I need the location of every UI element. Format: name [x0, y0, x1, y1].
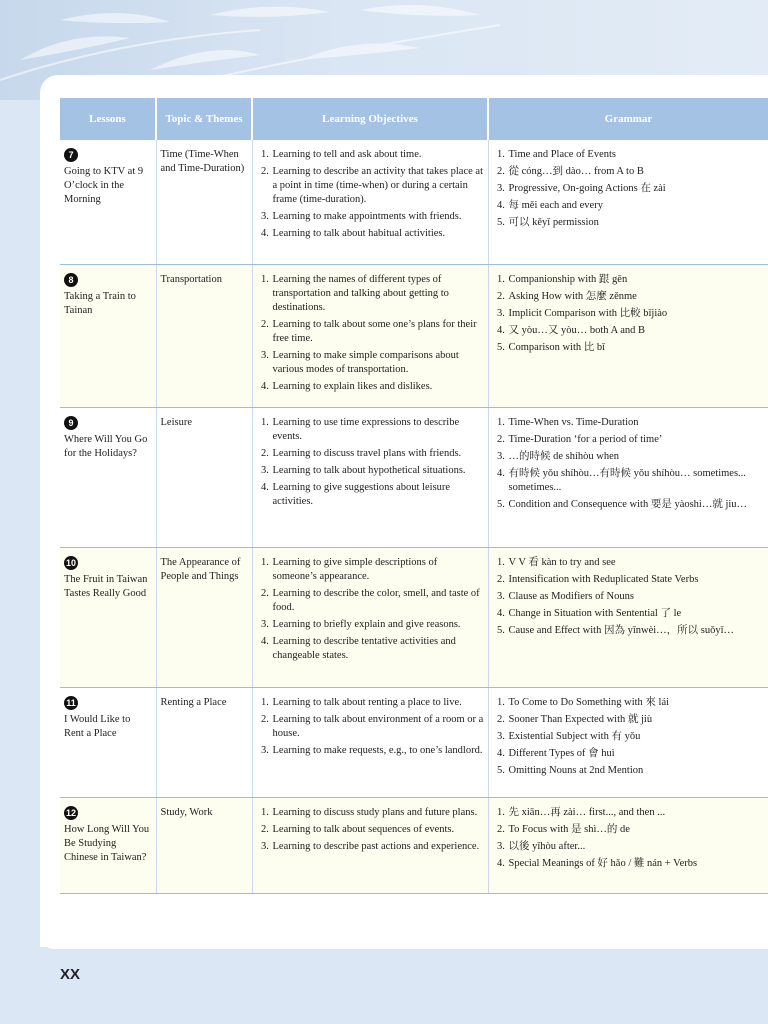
grammar-item: 4. Special Meanings of 好 hǎo / 難 nán + Verbs	[508, 857, 765, 871]
objective-item: 2. Learning to talk about environment of a room or a house.	[272, 713, 484, 741]
objective-item: 2. Learning to describe an activity that takes place at a point in time (time-when) or during a certain frame (time-duration).	[272, 165, 484, 207]
grammar-item: 1. V V 看 kàn to try and see	[508, 556, 765, 570]
grammar-item: 4. 有時候 yǒu shíhòu…有時候 yǒu shíhòu… sometimes... sometimes...	[508, 467, 765, 495]
grammar-item: 4. Change in Situation with Sentential 了 le	[508, 607, 765, 621]
objective-item: 3. Learning to briefly explain and give reasons.	[272, 618, 484, 632]
objective-item: 2. Learning to talk about some one’s plans for their free time.	[272, 318, 484, 346]
header-lessons: Lessons	[60, 98, 156, 140]
objective-item: 2. Learning to discuss travel plans with friends.	[272, 447, 484, 461]
grammar-item: 5. 可以 kěyǐ permission	[508, 216, 765, 230]
objective-item: 4. Learning to explain likes and dislikes.	[272, 380, 484, 394]
topic-cell: Renting a Place	[156, 687, 252, 797]
grammar-cell	[488, 264, 768, 407]
objective-cell	[252, 140, 488, 264]
table-row	[60, 547, 768, 687]
objective-item: 2. Learning to describe the color, smell, and taste of food.	[272, 587, 484, 615]
header-topic-themes: Topic & Themes	[156, 98, 252, 140]
topic-cell: Transportation	[156, 264, 252, 407]
grammar-item: 5. Comparison with 比 bǐ	[508, 341, 765, 355]
grammar-item: 3. 以後 yǐhòu after...	[508, 840, 765, 854]
grammar-item: 5. Omitting Nouns at 2nd Mention	[508, 764, 765, 778]
lesson-cell	[60, 547, 156, 687]
lesson-cell	[60, 140, 156, 264]
table-row	[60, 140, 768, 264]
lesson-number-badge: 8	[64, 273, 78, 287]
grammar-item: 1. Time and Place of Events	[508, 148, 765, 162]
objective-list	[257, 696, 484, 758]
curriculum-table	[60, 98, 768, 894]
grammar-item: 1. Companionship with 跟 gēn	[508, 273, 765, 287]
objective-list	[257, 148, 484, 241]
table-row	[60, 407, 768, 547]
table-row	[60, 797, 768, 893]
grammar-cell	[488, 407, 768, 547]
grammar-cell	[488, 547, 768, 687]
topic-cell: Time (Time-When and Time-Duration)	[156, 140, 252, 264]
lesson-title: I Would Like to Rent a Place	[64, 713, 131, 739]
objective-item: 1. Learning to talk about renting a place to live.	[272, 696, 484, 710]
grammar-item: 2. Sooner Than Expected with 就 jiù	[508, 713, 765, 727]
topic-cell: The Appearance of People and Things	[156, 547, 252, 687]
objective-item: 3. Learning to describe past actions and experience.	[272, 840, 484, 854]
grammar-item: 2. Asking How with 怎麼 zěnme	[508, 290, 765, 304]
lesson-title: Taking a Train to Tainan	[64, 290, 136, 316]
grammar-list	[493, 416, 765, 512]
objective-item: 1. Learning to tell and ask about time.	[272, 148, 484, 162]
lesson-title: Where Will You Go for the Holidays?	[64, 433, 148, 459]
lesson-number-badge: 10	[65, 557, 76, 568]
objective-item: 1. Learning to use time expressions to describe events.	[272, 416, 484, 444]
header-grammar: Grammar	[488, 98, 768, 140]
objective-item: 2. Learning to talk about sequences of events.	[272, 823, 484, 837]
objective-item: 1. Learning the names of different types of transportation and talking about getting to destinations.	[272, 273, 484, 315]
grammar-list	[493, 696, 765, 778]
lesson-number-badge: 9	[64, 416, 78, 430]
lesson-number-badge: 11	[64, 696, 78, 710]
objective-cell	[252, 687, 488, 797]
grammar-item: 3. Clause as Modifiers of Nouns	[508, 590, 765, 604]
grammar-cell	[488, 687, 768, 797]
table-row	[60, 687, 768, 797]
objective-cell	[252, 264, 488, 407]
grammar-cell	[488, 797, 768, 893]
objective-cell	[252, 797, 488, 893]
objective-item: 3. Learning to make appointments with friends.	[272, 210, 484, 224]
lesson-cell	[60, 797, 156, 893]
grammar-item: 4. 每 měi each and every	[508, 199, 765, 213]
objective-item: 1. Learning to give simple descriptions of someone’s appearance.	[272, 556, 484, 584]
grammar-item: 3. Existential Subject with 有 yǒu	[508, 730, 765, 744]
grammar-item: 3. Implicit Comparison with 比較 bǐjiào	[508, 307, 765, 321]
objective-list	[257, 416, 484, 509]
grammar-list	[493, 806, 765, 871]
topic-cell: Study, Work	[156, 797, 252, 893]
grammar-item: 5. Condition and Consequence with 要是 yàoshi…就 jiu…	[508, 498, 765, 512]
grammar-item: 2. To Focus with 是 shì…的 de	[508, 823, 765, 837]
objective-item: 4. Learning to describe tentative activities and changeable states.	[272, 635, 484, 663]
objective-list	[257, 806, 484, 854]
grammar-item: 2. Time-Duration ‘for a period of time’	[508, 433, 765, 447]
objective-cell	[252, 547, 488, 687]
objective-item: 1. Learning to discuss study plans and future plans.	[272, 806, 484, 820]
lesson-number-badge: 7	[64, 148, 78, 162]
grammar-list	[493, 556, 765, 638]
grammar-item: 2. Intensification with Reduplicated State Verbs	[508, 573, 765, 587]
topic-cell: Leisure	[156, 407, 252, 547]
grammar-item: 4. 又 yòu…又 yòu… both A and B	[508, 324, 765, 338]
objective-item: 3. Learning to make simple comparisons about various modes of transportation.	[272, 349, 484, 377]
grammar-list	[493, 148, 765, 230]
grammar-list	[493, 273, 765, 355]
header-learning-objectives: Learning Objectives	[252, 98, 488, 140]
lesson-cell	[60, 687, 156, 797]
objective-item: 3. Learning to make requests, e.g., to one’s landlord.	[272, 744, 484, 758]
page-number: XX	[60, 966, 81, 983]
grammar-item: 1. Time-When vs. Time-Duration	[508, 416, 765, 430]
grammar-cell	[488, 140, 768, 264]
grammar-item: 3. …的時候 de shíhòu when	[508, 450, 765, 464]
grammar-item: 4. Different Types of 會 huì	[508, 747, 765, 761]
objective-item: 4. Learning to talk about habitual activities.	[272, 227, 484, 241]
objective-item: 4. Learning to give suggestions about leisure activities.	[272, 481, 484, 509]
objective-item: 3. Learning to talk about hypothetical situations.	[272, 464, 484, 478]
lesson-title: Going to KTV at 9 O’clock in the Morning	[64, 166, 144, 205]
page-sheet-bottom	[40, 935, 768, 949]
lesson-cell	[60, 264, 156, 407]
grammar-item: 2. 從 cóng…到 dào… from A to B	[508, 165, 765, 179]
grammar-item: 1. To Come to Do Something with 來 lái	[508, 696, 765, 710]
lesson-number-badge: 12	[65, 807, 76, 818]
lesson-title: The Fruit in Taiwan Tastes Really Good	[64, 573, 148, 599]
lesson-title: How Long Will You Be Studying Chinese in Taiwan?	[64, 823, 150, 863]
objective-list	[257, 273, 484, 394]
lesson-cell	[60, 407, 156, 547]
table-header-row	[60, 98, 768, 140]
grammar-item: 5. Cause and Effect with 因為 yīnwèi…，所以 suǒyǐ…	[508, 624, 765, 638]
grammar-item: 1. 先 xiān…再 zài… first..., and then ...	[508, 806, 765, 820]
objective-list	[257, 556, 484, 663]
table-row	[60, 264, 768, 407]
grammar-item: 3. Progressive, On-going Actions 在 zài	[508, 182, 765, 196]
objective-cell	[252, 407, 488, 547]
